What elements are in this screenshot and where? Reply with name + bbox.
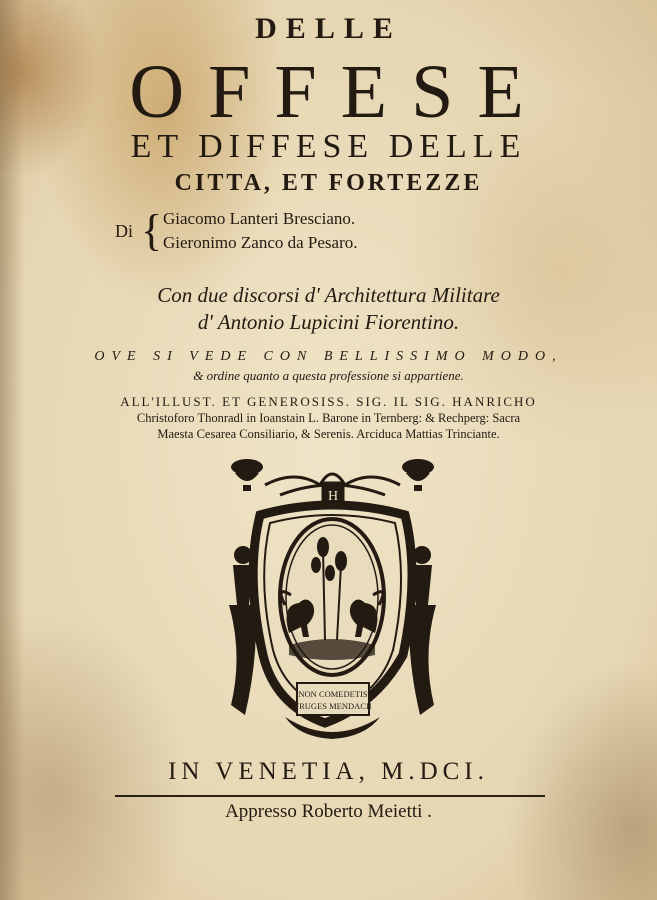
- subtitle-line-1: Con due discorsi d' Architettura Militare: [157, 283, 500, 307]
- emblem-motto-line-1: NON COMEDETIS: [298, 689, 368, 699]
- imprint-printer: Appresso Roberto Meietti .: [225, 801, 432, 822]
- author-1: Giacomo Lanteri Bresciano.: [163, 209, 356, 228]
- imprint-rule: [115, 795, 545, 797]
- svg-text:H: H: [327, 489, 339, 504]
- dedication-line-1: ALL'ILLUST. ET GENEROSISS. SIG. IL SIG. HANRICHO: [120, 394, 537, 409]
- top-cartouche-icon: [265, 474, 400, 505]
- imprint-place: IN VENETIA, M.DCI.: [168, 758, 489, 785]
- emblem-motto-line-2: FRUGES MENDACII: [294, 701, 372, 711]
- printer-device-emblem: [225, 455, 440, 740]
- subtitle-line-2: d' Antonio Lupicini Fiorentino.: [197, 310, 460, 334]
- title-line-2: OFFESE: [129, 50, 548, 134]
- title-line-4: CITTA, ET FORTEZZE: [174, 170, 483, 196]
- authors-prefix: Di: [115, 221, 133, 241]
- title-line-3: ET DIFFESE DELLE: [130, 128, 527, 165]
- author-names: [163, 207, 358, 255]
- ground-icon: [289, 639, 375, 660]
- description-line-2: & ordine quanto a questa professione si appartiene.: [193, 368, 464, 383]
- author-2: Gieronimo Zanco da Pesaro.: [163, 233, 358, 252]
- vase-left-icon: [231, 459, 263, 491]
- dedication-line-3: Maesta Cesarea Consiliario, & Serenis. Arciduca Mattias Trinciante.: [157, 427, 500, 441]
- description-line-1: OVE SI VEDE CON BELLISSIMO MODO,: [94, 349, 563, 364]
- vase-right-icon: [402, 459, 434, 491]
- dedication-line-2: Christoforo Thonradl in Ioanstain L. Barone in Ternberg: & Rechperg: Sacra: [136, 411, 521, 425]
- title-line-1: DELLE: [255, 12, 402, 45]
- brace-icon: {: [141, 206, 163, 255]
